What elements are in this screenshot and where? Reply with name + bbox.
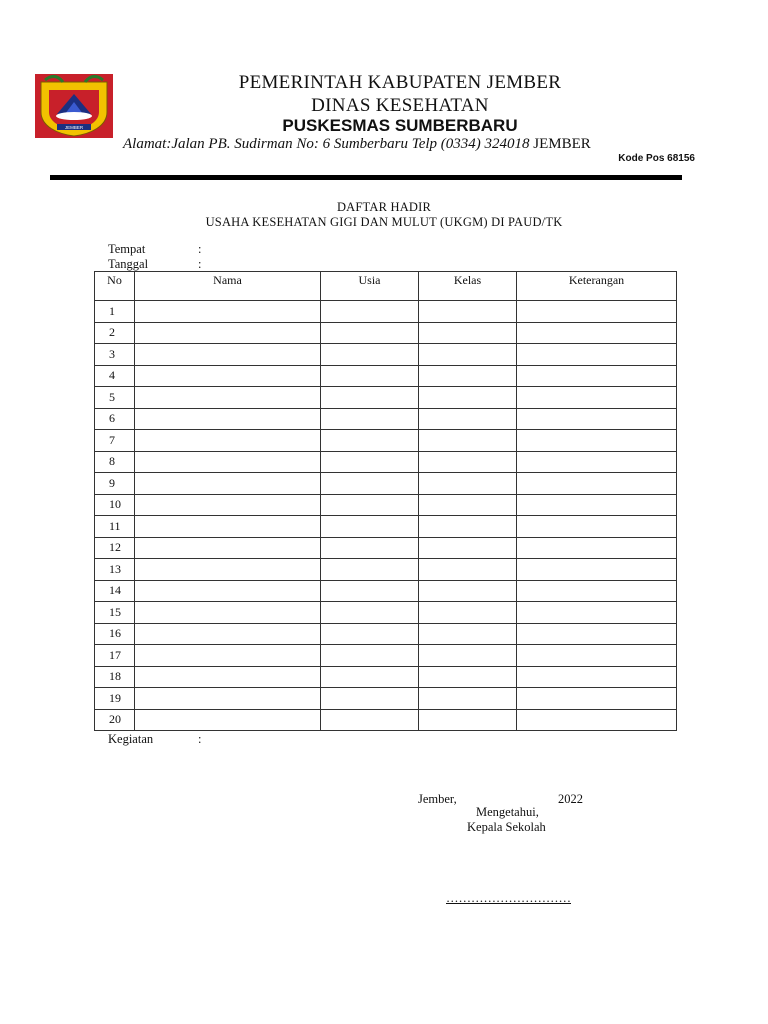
row-kelas [419,473,517,495]
row-usia [321,365,419,387]
row-keterangan [517,645,677,667]
row-nama [135,322,321,344]
row-keterangan [517,322,677,344]
row-no: 9 [95,473,135,495]
row-nama [135,666,321,688]
table-row [95,408,677,430]
row-no: 15 [95,602,135,624]
header-divider [50,175,682,180]
row-nama [135,580,321,602]
row-usia [321,473,419,495]
attendance-table [94,271,677,731]
row-no: 10 [95,494,135,516]
table-row [95,365,677,387]
table-header-row [95,272,677,301]
table-row [95,387,677,409]
row-kelas [419,301,517,323]
letterhead-government: PEMERINTAH KABUPATEN JEMBER [238,72,562,93]
row-kelas [419,709,517,731]
row-keterangan [517,602,677,624]
letterhead-department: DINAS KESEHATAN [311,95,489,116]
row-no: 16 [95,623,135,645]
row-keterangan [517,387,677,409]
table-row [95,516,677,538]
table-row [95,559,677,581]
row-keterangan [517,473,677,495]
header-kelas: Kelas [419,272,517,301]
row-kelas [419,537,517,559]
row-no: 17 [95,645,135,667]
row-kelas [419,580,517,602]
signature-place: Jember, [418,792,457,806]
table-row [95,623,677,645]
row-usia [321,645,419,667]
signature-role: Kepala Sekolah [467,820,546,834]
row-usia [321,623,419,645]
row-nama [135,645,321,667]
row-kelas [419,602,517,624]
table-body [95,301,677,731]
letterhead-address [123,136,591,153]
row-kelas [419,344,517,366]
row-no: 4 [95,365,135,387]
row-usia [321,344,419,366]
row-nama [135,301,321,323]
row-no: 8 [95,451,135,473]
row-no: 19 [95,688,135,710]
table-row [95,322,677,344]
row-no: 11 [95,516,135,538]
row-keterangan [517,580,677,602]
row-kelas [419,559,517,581]
row-keterangan [517,451,677,473]
row-nama [135,387,321,409]
jember-logo [35,74,113,138]
table-row [95,602,677,624]
row-nama [135,344,321,366]
row-keterangan [517,666,677,688]
table-row [95,580,677,602]
row-usia [321,688,419,710]
row-nama [135,688,321,710]
row-kelas [419,408,517,430]
row-usia [321,451,419,473]
row-nama [135,559,321,581]
row-usia [321,430,419,452]
row-usia [321,387,419,409]
row-nama [135,537,321,559]
table-row [95,688,677,710]
row-no: 13 [95,559,135,581]
svg-text:JEMBER: JEMBER [64,125,84,130]
header-nama: Nama [135,272,321,301]
row-kelas [419,365,517,387]
header-no: No [95,272,135,301]
row-keterangan [517,344,677,366]
header-keterangan: Keterangan [517,272,677,301]
table-row [95,494,677,516]
row-usia [321,537,419,559]
row-no: 14 [95,580,135,602]
row-keterangan [517,430,677,452]
row-kelas [419,430,517,452]
row-usia [321,322,419,344]
row-no: 12 [95,537,135,559]
table-row [95,645,677,667]
row-no: 1 [95,301,135,323]
table-row [95,473,677,495]
row-kelas [419,623,517,645]
row-keterangan [517,365,677,387]
row-no: 7 [95,430,135,452]
postal-code: Kode Pos 68156 [618,153,695,164]
row-nama [135,623,321,645]
address-city: JEMBER [533,136,591,152]
signature-line: ………………………… [446,891,571,905]
signature-year: 2022 [558,792,583,806]
row-no: 6 [95,408,135,430]
row-nama [135,494,321,516]
row-keterangan [517,516,677,538]
row-keterangan [517,688,677,710]
row-usia [321,408,419,430]
row-no: 20 [95,709,135,731]
row-keterangan [517,559,677,581]
row-nama [135,451,321,473]
row-kelas [419,688,517,710]
table-row [95,666,677,688]
row-nama [135,430,321,452]
table-row [95,344,677,366]
row-usia [321,580,419,602]
row-kelas [419,666,517,688]
row-kelas [419,516,517,538]
row-kelas [419,322,517,344]
table-row [95,709,677,731]
row-kelas [419,645,517,667]
row-keterangan [517,537,677,559]
tempat-label: Tempat [108,242,146,256]
row-kelas [419,451,517,473]
row-usia [321,602,419,624]
row-nama [135,709,321,731]
address-text: Alamat:Jalan PB. Sudirman No: 6 Sumberbaru Telp (0334) 324018 [123,136,530,152]
row-keterangan [517,301,677,323]
row-usia [321,709,419,731]
row-no: 2 [95,322,135,344]
row-kelas [419,387,517,409]
signature-acknowledged: Mengetahui, [476,805,539,819]
table-row [95,451,677,473]
row-no: 3 [95,344,135,366]
kegiatan-colon: : [198,732,202,746]
row-nama [135,365,321,387]
tempat-colon: : [198,242,202,256]
tanggal-colon: : [198,257,202,271]
header-usia: Usia [321,272,419,301]
row-kelas [419,494,517,516]
row-no: 5 [95,387,135,409]
document-subtitle: USAHA KESEHATAN GIGI DAN MULUT (UKGM) DI PAUD/TK [205,215,563,229]
row-nama [135,602,321,624]
row-keterangan [517,408,677,430]
row-nama [135,408,321,430]
table-row [95,537,677,559]
letterhead-clinic: PUSKESMAS SUMBERBARU [282,116,518,135]
kegiatan-label: Kegiatan [108,732,154,746]
row-keterangan [517,709,677,731]
row-usia [321,559,419,581]
row-nama [135,473,321,495]
table-row [95,301,677,323]
row-usia [321,516,419,538]
row-usia [321,666,419,688]
row-no: 18 [95,666,135,688]
document-title: DAFTAR HADIR [336,200,432,214]
table-row [95,430,677,452]
row-usia [321,494,419,516]
tanggal-label: Tanggal [108,257,149,271]
row-keterangan [517,623,677,645]
row-usia [321,301,419,323]
row-keterangan [517,494,677,516]
row-nama [135,516,321,538]
